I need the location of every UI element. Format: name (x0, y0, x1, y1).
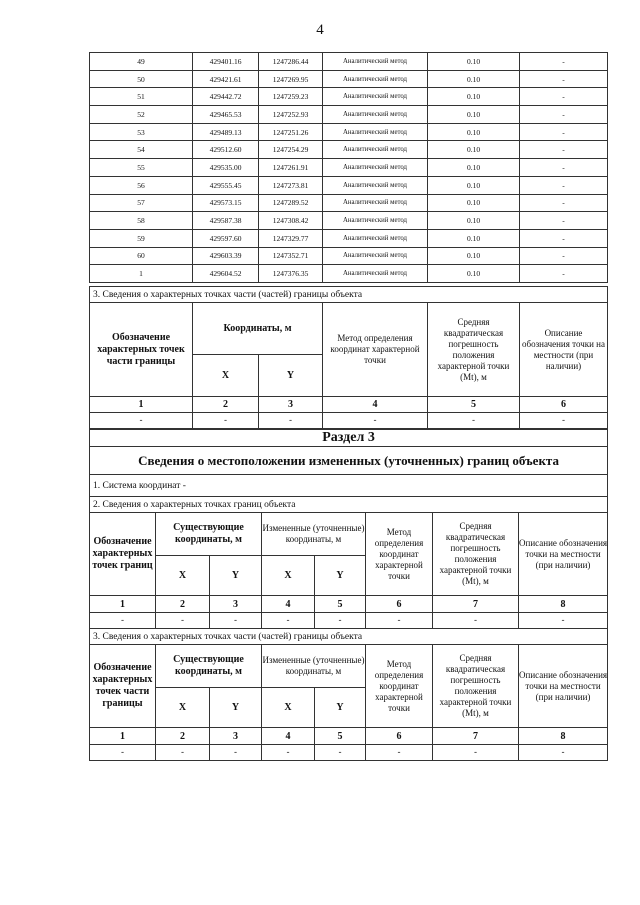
description: - (520, 53, 608, 71)
description: - (520, 141, 608, 159)
method: Аналитический метод (323, 265, 428, 283)
table-row (90, 141, 608, 159)
method: Аналитический метод (323, 106, 428, 124)
coord-system-label: 1. Система координат - (90, 475, 608, 497)
coord-x: 429401.16 (193, 53, 259, 71)
coord-x: 429587.38 (193, 212, 259, 230)
method: Аналитический метод (323, 159, 428, 177)
description: - (520, 123, 608, 141)
points-table (89, 52, 608, 283)
coord-y: 1247261.91 (259, 159, 323, 177)
header-y: Y (259, 355, 323, 397)
column-number: 1 (90, 397, 193, 413)
empty-cell: - (259, 413, 323, 429)
coord-x: 429465.53 (193, 106, 259, 124)
empty-cell: - (193, 413, 259, 429)
error: 0.10 (428, 141, 520, 159)
error: 0.10 (428, 212, 520, 230)
table-row (90, 265, 608, 283)
description: - (520, 88, 608, 106)
point-number: 58 (90, 212, 193, 230)
description: - (520, 265, 608, 283)
header-x: X (193, 355, 259, 397)
point-number: 50 (90, 70, 193, 88)
header-error: Средняя квадратическая погрешность положения характерной точки (Mt), м (433, 513, 519, 596)
method: Аналитический метод (323, 247, 428, 265)
method: Аналитический метод (323, 176, 428, 194)
coord-x: 429421.61 (193, 70, 259, 88)
coord-x: 429597.60 (193, 229, 259, 247)
header-y: Y (210, 556, 262, 596)
coord-y: 1247251.26 (259, 123, 323, 141)
column-number: 5 (428, 397, 520, 413)
column-number: 5 (315, 728, 366, 745)
table-row (90, 123, 608, 141)
coord-x: 429489.13 (193, 123, 259, 141)
column-number: 7 (433, 596, 519, 613)
description: - (520, 229, 608, 247)
coord-x: 429535.00 (193, 159, 259, 177)
section3-subtitle: Сведения о местоположении измененных (уточненных) границ объекта (90, 447, 608, 475)
header-x: X (156, 556, 210, 596)
column-number: 2 (193, 397, 259, 413)
point-number: 54 (90, 141, 193, 159)
column-number: 5 (315, 596, 366, 613)
method: Аналитический метод (323, 53, 428, 71)
point-number: 52 (90, 106, 193, 124)
empty-cell: - (262, 745, 315, 761)
header-designation: Обозначение характерных точек границ (90, 513, 156, 596)
empty-cell: - (315, 613, 366, 629)
point-number: 56 (90, 176, 193, 194)
table-row (90, 229, 608, 247)
coord-x: 429512.60 (193, 141, 259, 159)
coord-y: 1247329.77 (259, 229, 323, 247)
error: 0.10 (428, 159, 520, 177)
description: - (520, 106, 608, 124)
error: 0.10 (428, 123, 520, 141)
error: 0.10 (428, 229, 520, 247)
method: Аналитический метод (323, 123, 428, 141)
empty-cell: - (433, 613, 519, 629)
error: 0.10 (428, 247, 520, 265)
header-method: Метод определения координат характерной точки (366, 645, 433, 728)
coord-y: 1247286.44 (259, 53, 323, 71)
method: Аналитический метод (323, 141, 428, 159)
column-number: 8 (519, 596, 608, 613)
column-number: 8 (519, 728, 608, 745)
empty-cell: - (519, 613, 608, 629)
coord-x: 429603.39 (193, 247, 259, 265)
page-number: 4 (316, 22, 324, 38)
description: - (520, 176, 608, 194)
column-number: 6 (366, 596, 433, 613)
method: Аналитический метод (323, 229, 428, 247)
empty-cell: - (90, 413, 193, 429)
header-y: Y (210, 688, 262, 728)
header-description: Описание обозначения точки на местности (при наличии) (520, 303, 608, 397)
header-changed-coords: Измененные (уточненные) координаты, м (262, 645, 366, 688)
error: 0.10 (428, 70, 520, 88)
coord-x: 429555.45 (193, 176, 259, 194)
section3-title: Раздел 3 (90, 430, 608, 447)
coord-x: 429442.72 (193, 88, 259, 106)
empty-cell: - (366, 613, 433, 629)
column-number: 6 (366, 728, 433, 745)
empty-cell: - (520, 413, 608, 429)
point-number: 49 (90, 53, 193, 71)
column-number: 2 (156, 728, 210, 745)
column-number: 4 (323, 397, 428, 413)
point-number: 59 (90, 229, 193, 247)
empty-cell: - (156, 613, 210, 629)
header-description: Описание обозначения точки на местности (при наличии) (519, 513, 608, 596)
header-description: Описание обозначения точки на местности (при наличии) (519, 645, 608, 728)
section2-part3-table (89, 286, 608, 429)
coord-x: 429604.52 (193, 265, 259, 283)
empty-cell: - (519, 745, 608, 761)
table-row (90, 247, 608, 265)
table-row (90, 212, 608, 230)
error: 0.10 (428, 53, 520, 71)
table-row (90, 53, 608, 71)
header-designation: Обозначение характерных точек части границы (90, 645, 156, 728)
method: Аналитический метод (323, 88, 428, 106)
column-number: 3 (259, 397, 323, 413)
point-number: 60 (90, 247, 193, 265)
empty-cell: - (433, 745, 519, 761)
description: - (520, 247, 608, 265)
column-number: 7 (433, 728, 519, 745)
error: 0.10 (428, 265, 520, 283)
column-number: 2 (156, 596, 210, 613)
column-number: 1 (90, 596, 156, 613)
section2-part3-label: 3. Сведения о характерных точках части (частей) границы объекта (90, 287, 608, 303)
description: - (520, 212, 608, 230)
header-coords: Координаты, м (193, 303, 323, 355)
table-row (90, 88, 608, 106)
column-number: 1 (90, 728, 156, 745)
header-y: Y (315, 556, 366, 596)
header-existing-coords: Существующие координаты, м (156, 513, 262, 556)
column-number: 4 (262, 728, 315, 745)
point-number: 53 (90, 123, 193, 141)
method: Аналитический метод (323, 70, 428, 88)
empty-cell: - (428, 413, 520, 429)
coord-x: 429573.15 (193, 194, 259, 212)
description: - (520, 159, 608, 177)
header-x: X (262, 688, 315, 728)
empty-cell: - (323, 413, 428, 429)
header-method: Метод определения координат характерной точки (323, 303, 428, 397)
empty-cell: - (156, 745, 210, 761)
error: 0.10 (428, 88, 520, 106)
empty-cell: - (315, 745, 366, 761)
table-row (90, 70, 608, 88)
section3-part2-label: 2. Сведения о характерных точках границ объекта (90, 497, 608, 513)
empty-cell: - (90, 613, 156, 629)
coord-y: 1247376.35 (259, 265, 323, 283)
header-designation: Обозначение характерных точек части границы (90, 303, 193, 397)
table-row (90, 194, 608, 212)
empty-cell: - (366, 745, 433, 761)
section3-table (89, 429, 608, 761)
coord-y: 1247252.93 (259, 106, 323, 124)
column-number: 4 (262, 596, 315, 613)
table-row (90, 159, 608, 177)
description: - (520, 194, 608, 212)
empty-cell: - (210, 613, 262, 629)
header-x: X (156, 688, 210, 728)
point-number: 51 (90, 88, 193, 106)
table-row (90, 176, 608, 194)
header-changed-coords: Измененные (уточненные) координаты, м (262, 513, 366, 556)
column-number: 3 (210, 596, 262, 613)
coord-y: 1247259.23 (259, 88, 323, 106)
error: 0.10 (428, 194, 520, 212)
header-method: Метод определения координат характерной точки (366, 513, 433, 596)
error: 0.10 (428, 106, 520, 124)
column-number: 3 (210, 728, 262, 745)
coord-y: 1247352.71 (259, 247, 323, 265)
header-y: Y (315, 688, 366, 728)
empty-cell: - (90, 745, 156, 761)
header-x: X (262, 556, 315, 596)
coord-y: 1247254.29 (259, 141, 323, 159)
column-number: 6 (520, 397, 608, 413)
coord-y: 1247269.95 (259, 70, 323, 88)
coord-y: 1247289.52 (259, 194, 323, 212)
header-error: Средняя квадратическая погрешность положения характерной точки (Mt), м (433, 645, 519, 728)
coord-y: 1247273.81 (259, 176, 323, 194)
empty-cell: - (262, 613, 315, 629)
point-number: 57 (90, 194, 193, 212)
error: 0.10 (428, 176, 520, 194)
point-number: 1 (90, 265, 193, 283)
section3-part3-label: 3. Сведения о характерных точках части (частей) границы объекта (90, 629, 608, 645)
coord-y: 1247308.42 (259, 212, 323, 230)
empty-cell: - (210, 745, 262, 761)
method: Аналитический метод (323, 212, 428, 230)
header-error: Средняя квадратическая погрешность положения характерной точки (Mt), м (428, 303, 520, 397)
point-number: 55 (90, 159, 193, 177)
header-existing-coords: Существующие координаты, м (156, 645, 262, 688)
description: - (520, 70, 608, 88)
table-row (90, 106, 608, 124)
method: Аналитический метод (323, 194, 428, 212)
